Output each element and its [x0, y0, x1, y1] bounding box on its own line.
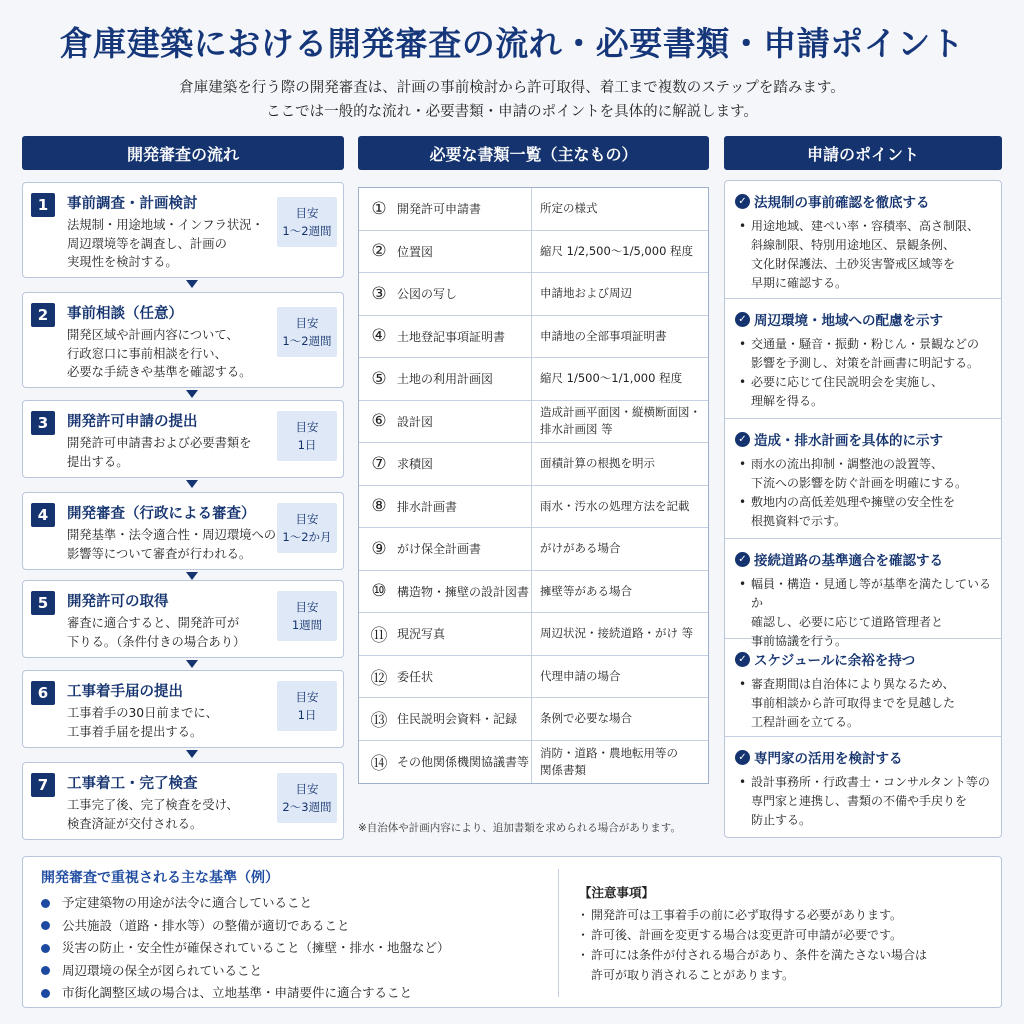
- document-number: ⑪: [370, 626, 388, 647]
- criteria-item: [41, 937, 450, 960]
- step-number: 5: [31, 591, 55, 615]
- step-description: 工事完了後、完了検査を受け、 検査済証が交付される。: [67, 798, 239, 831]
- page-title: 倉庫建築における開発審査の流れ・必要書類・申請ポイント: [59, 24, 965, 63]
- step-title: 事前相談（任意）: [67, 306, 183, 322]
- document-number: ⑥: [371, 411, 387, 432]
- document-note: 面積計算の根拠を明示: [540, 456, 655, 471]
- point-list: [737, 675, 995, 732]
- check-circle-icon: ✓: [735, 312, 750, 327]
- criteria-text: 公共施設（道路・排水等）の整備が適切であること: [62, 917, 350, 933]
- check-circle-icon: ✓: [735, 432, 750, 447]
- table-row: [359, 486, 708, 529]
- document-number: ⑦: [371, 453, 387, 474]
- table-row: [359, 273, 708, 316]
- criteria-text: 市街化調整区域の場合は、立地基準・申請要件に適合すること: [62, 985, 413, 1000]
- point-item: • 敷地内の高低差処理や擁壁の安全性を 根拠資料で示す。: [737, 493, 995, 531]
- check-circle-icon: ✓: [735, 750, 750, 765]
- panel-divider: [558, 869, 559, 997]
- document-note: 縮尺 1/2,500〜1/5,000 程度: [540, 243, 694, 258]
- point-item: • 交通量・騒音・振動・粉じん・景観などの 影響を予測し、対策を計画書に明記する。: [737, 335, 995, 373]
- table-row: [359, 656, 708, 699]
- point-title: [735, 429, 943, 449]
- document-name: 公図の写し: [397, 287, 458, 302]
- table-row: [359, 571, 708, 614]
- point-item: • 用途地域、建ぺい率・容積率、高さ制限、 斜線制限、特別用途地区、景観条例、 文化財保護法、土砂災害警戒区域等を 早期に確認する。: [737, 217, 995, 293]
- dot-icon: [41, 899, 50, 908]
- document-note: 消防・道路・農地転用等の 関係書類: [540, 745, 678, 777]
- point-section: [725, 181, 1001, 299]
- document-number: ⑫: [370, 668, 388, 689]
- check-circle-icon: ✓: [735, 652, 750, 667]
- points-column-header: 申請のポイント: [724, 136, 1002, 170]
- step-duration: 目安 1日: [277, 411, 337, 461]
- document-note: 条例で必要な場合: [540, 711, 632, 726]
- point-section: [725, 539, 1001, 648]
- document-number: ⑬: [370, 711, 388, 732]
- point-item: • 審査期間は自治体により異なるため、 事前相談から許可取得までを見越した 工程計画を立てる。: [737, 675, 995, 732]
- table-row: [359, 401, 708, 444]
- point-title-text: 造成・排水計画を具体的に示す: [754, 433, 943, 449]
- criteria-text: 予定建築物の用途が法令に適合していること: [62, 895, 313, 910]
- point-list: [737, 217, 995, 293]
- point-title: [735, 549, 943, 569]
- point-item: • 必要に応じて住民説明会を実施し、 理解を得る。: [737, 373, 995, 411]
- criteria-item: [41, 960, 450, 983]
- notes-title: 【注意事項】: [579, 885, 655, 900]
- step-number: 7: [31, 773, 55, 797]
- criteria-item: [41, 892, 450, 915]
- point-list: [737, 455, 995, 531]
- point-title-text: 周辺環境・地域への配慮を示す: [754, 313, 943, 329]
- point-title: [735, 309, 943, 329]
- step-duration: 目安 1〜2か月: [277, 503, 337, 553]
- step-description: 法規制・用途地域・インフラ状況・ 周辺環境等を調査し、計画の 実現性を検討する。: [67, 218, 264, 269]
- point-section: [725, 299, 1001, 419]
- check-circle-icon: ✓: [735, 194, 750, 209]
- step-title: 開発許可の取得: [67, 594, 169, 610]
- document-name: 委任状: [397, 669, 434, 684]
- document-name: その他関係機関協議書等: [397, 755, 530, 770]
- step-number: 1: [31, 193, 55, 217]
- document-name: 位置図: [397, 244, 434, 259]
- criteria-title: 開発審査で重視される主な基準（例）: [41, 870, 279, 886]
- document-name: がけ保全計画書: [397, 542, 482, 557]
- documents-table: [358, 187, 709, 784]
- dot-icon: [41, 989, 50, 998]
- point-title: [735, 747, 903, 767]
- point-section: [725, 419, 1001, 539]
- document-number: ⑨: [371, 538, 387, 559]
- point-item: • 設計事務所・行政書士・コンサルタント等の 専門家と連携し、書類の不備や手戻りを 防止する。: [737, 773, 995, 830]
- document-number: ②: [371, 241, 387, 262]
- point-item: • 雨水の流出抑制・調整池の設置等、 下流への影響を防ぐ計画を明確にする。: [737, 455, 995, 493]
- document-name: 土地の利用計画図: [397, 372, 494, 387]
- step-duration: 目安 1〜2週間: [277, 197, 337, 247]
- document-note: 雨水・汚水の処理方法を記載: [540, 498, 690, 513]
- document-number: ①: [371, 198, 387, 219]
- document-note: 所定の様式: [540, 201, 598, 216]
- step-number: 4: [31, 503, 55, 527]
- document-note: 周辺状況・接続道路・がけ 等: [540, 626, 694, 641]
- document-name: 設計図: [397, 414, 434, 429]
- note-item: ・ 開発許可は工事着手の前に必ず取得する必要があります。: [579, 905, 989, 925]
- flow-step: [22, 762, 344, 840]
- arrow-down-icon: [186, 572, 198, 580]
- document-note: 造成計画平面図・縦横断面図・ 排水計画図 等: [540, 405, 701, 437]
- document-note: がけがある場合: [540, 541, 621, 556]
- table-row: [359, 358, 708, 401]
- step-title: 工事着手届の提出: [67, 684, 183, 700]
- flow-step: [22, 182, 344, 278]
- document-name: 排水計画書: [397, 499, 458, 514]
- step-duration: 目安 2〜3週間: [277, 773, 337, 823]
- bottom-panel: [22, 856, 1002, 1008]
- step-title: 事前調査・計画検討: [67, 196, 198, 212]
- table-row: [359, 316, 708, 359]
- table-row: [359, 741, 708, 784]
- documents-column-header: 必要な書類一覧（主なもの）: [358, 136, 709, 170]
- step-duration: 目安 1週間: [277, 591, 337, 641]
- table-row: [359, 698, 708, 741]
- criteria-item: [41, 915, 450, 938]
- step-number: 6: [31, 681, 55, 705]
- table-row: [359, 443, 708, 486]
- point-title-text: 専門家の活用を検討する: [754, 751, 903, 767]
- arrow-down-icon: [186, 390, 198, 398]
- point-title-text: 接続道路の基準適合を確認する: [754, 553, 943, 569]
- check-circle-icon: ✓: [735, 552, 750, 567]
- flow-step: [22, 492, 344, 570]
- document-number: ⑩: [371, 581, 387, 602]
- flow-step: [22, 580, 344, 658]
- document-note: 申請地の全部事項証明書: [540, 328, 667, 343]
- point-section: [725, 639, 1001, 737]
- step-description: 審査に適合すると、開発許可が 下りる。（条件付きの場合あり）: [67, 616, 246, 649]
- point-section: [725, 737, 1001, 837]
- intro-line: 倉庫建築を行う際の開発審査は、計画の事前検討から許可取得、着工まで複数のステップを踏みます。: [179, 80, 845, 96]
- table-row: [359, 188, 708, 231]
- flow-step: [22, 670, 344, 748]
- document-note: 縮尺 1/500〜1/1,000 程度: [540, 371, 683, 386]
- point-title: [735, 649, 915, 669]
- arrow-down-icon: [186, 480, 198, 488]
- document-name: 住民説明会資料・記録: [397, 712, 518, 727]
- point-item: • 幅員・構造・見通し等が基準を満たしているか 確認し、必要に応じて道路管理者と 事前協議を行う。: [737, 575, 995, 651]
- document-name: 現況写真: [397, 627, 446, 642]
- step-number: 2: [31, 303, 55, 327]
- document-number: ④: [371, 326, 387, 347]
- dot-icon: [41, 966, 50, 975]
- step-title: 開発審査（行政による審査）: [67, 506, 256, 522]
- table-row: [359, 231, 708, 274]
- arrow-down-icon: [186, 280, 198, 288]
- intro-line: ここでは一般的な流れ・必要書類・申請のポイントを具体的に解説します。: [266, 104, 758, 120]
- table-row: [359, 528, 708, 571]
- document-name: 構造物・擁壁の設計図書: [397, 584, 530, 599]
- step-duration: 目安 1日: [277, 681, 337, 731]
- intro-text: [0, 76, 1024, 124]
- point-list: [737, 773, 995, 830]
- step-title: 開発許可申請の提出: [67, 414, 198, 430]
- note-item: ・ 許可後、計画を変更する場合は変更許可申請が必要です。: [579, 925, 989, 945]
- document-name: 開発許可申請書: [397, 202, 482, 217]
- documents-footnote: ※自治体や計画内容により、追加書類を求められる場合があります。: [358, 822, 681, 834]
- document-note: 擁壁等がある場合: [540, 583, 632, 598]
- document-note: 申請地および周辺: [540, 286, 632, 301]
- document-note: 代理申請の場合: [540, 668, 621, 683]
- step-duration: 目安 1〜2週間: [277, 307, 337, 357]
- note-item: ・ 許可には条件が付される場合があり、条件を満たさない場合は 許可が取り消されることがあります。: [579, 945, 989, 985]
- point-list: [737, 335, 995, 411]
- document-number: ⑤: [371, 368, 387, 389]
- criteria-text: 災害の防止・安全性が確保されていること（擁壁・排水・地盤など）: [62, 940, 450, 955]
- step-description: 開発区域や計画内容について、 行政窓口に事前相談を行い、 必要な手続きや基準を確認する。: [67, 328, 252, 379]
- criteria-item: [41, 982, 450, 1005]
- notes-list: [579, 905, 989, 985]
- flow-step: [22, 292, 344, 388]
- flow-column-header: 開発審査の流れ: [22, 136, 344, 170]
- step-description: 開発許可申請書および必要書類を 提出する。: [67, 436, 252, 469]
- dot-icon: [41, 921, 50, 930]
- document-number: ⑭: [370, 754, 388, 775]
- point-title-text: スケジュールに余裕を持つ: [754, 653, 916, 669]
- arrow-down-icon: [186, 750, 198, 758]
- step-description: 工事着手の30日前までに、 工事着手届を提出する。: [67, 706, 218, 739]
- point-title-text: 法規制の事前確認を徹底する: [754, 195, 930, 211]
- point-title: [735, 191, 930, 211]
- document-number: ⑧: [371, 496, 387, 517]
- document-name: 求積図: [397, 457, 434, 472]
- arrow-down-icon: [186, 660, 198, 668]
- document-name: 土地登記事項証明書: [397, 329, 506, 344]
- application-points: [724, 180, 1002, 838]
- step-description: 開発基準・法令適合性・周辺環境への 影響等について審査が行われる。: [67, 528, 277, 561]
- dot-icon: [41, 944, 50, 953]
- criteria-text: 周辺環境の保全が図られていること: [62, 962, 263, 978]
- document-number: ③: [371, 283, 387, 304]
- flow-step: [22, 400, 344, 478]
- step-title: 工事着工・完了検査: [67, 776, 198, 792]
- table-row: [359, 613, 708, 656]
- step-number: 3: [31, 411, 55, 435]
- criteria-list: [41, 892, 450, 1005]
